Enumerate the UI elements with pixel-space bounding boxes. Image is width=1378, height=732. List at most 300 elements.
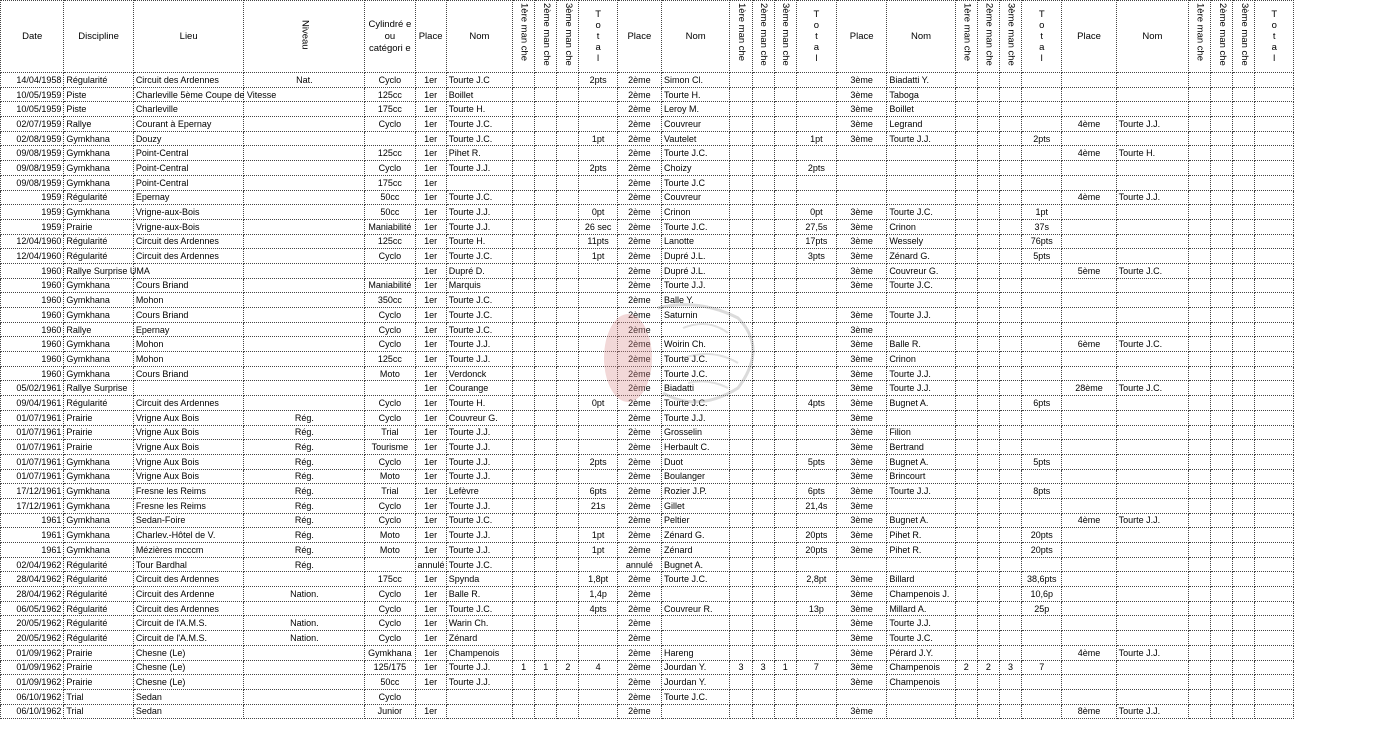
cell-manche3-4[interactable] [1233, 234, 1255, 249]
cell-date[interactable]: 01/09/1962 [1, 660, 64, 675]
cell-discipline[interactable]: Gymkhana [64, 146, 133, 161]
cell-place-4[interactable] [1062, 572, 1116, 587]
cell-nom-3[interactable]: Tourte J.J. [887, 308, 955, 323]
cell-manche1-4[interactable] [1189, 543, 1211, 558]
cell-nom-1[interactable]: Spynda [446, 572, 512, 587]
cell-nom-1[interactable]: Tourte J.J. [446, 425, 512, 440]
cell-nom-3[interactable]: Tourte J.J. [887, 616, 955, 631]
cell-manche2-3[interactable] [977, 263, 999, 278]
cell-place-1[interactable]: 1er [415, 73, 446, 88]
cell-manche3-1[interactable] [557, 278, 579, 293]
cell-manche3-1[interactable] [557, 308, 579, 323]
cell-nom-4[interactable] [1116, 410, 1188, 425]
cell-cylindree[interactable]: Cyclo [365, 454, 415, 469]
cell-manche2-3[interactable] [977, 131, 999, 146]
cell-cylindree[interactable]: 50cc [365, 675, 415, 690]
cell-manche2-1[interactable] [535, 278, 557, 293]
cell-manche1-4[interactable] [1189, 87, 1211, 102]
cell-total-3[interactable] [1022, 337, 1062, 352]
cell-manche1-4[interactable] [1189, 484, 1211, 499]
cell-total-2[interactable]: 27,5s [796, 219, 836, 234]
cell-manche1-4[interactable] [1189, 337, 1211, 352]
cell-manche1-3[interactable] [955, 587, 977, 602]
cell-manche3-1[interactable] [557, 484, 579, 499]
cell-place-4[interactable]: 6ème [1062, 337, 1116, 352]
cell-nom-1[interactable] [446, 704, 512, 719]
cell-niveau[interactable] [244, 381, 365, 396]
cell-place-2[interactable]: 2ème [617, 675, 661, 690]
cell-nom-3[interactable]: Millard A. [887, 601, 955, 616]
cell-total-3[interactable] [1022, 263, 1062, 278]
cell-total-1[interactable] [579, 381, 617, 396]
cell-total-4[interactable] [1255, 205, 1294, 220]
cell-date[interactable]: 1959 [1, 219, 64, 234]
cell-manche1-2[interactable] [730, 601, 752, 616]
cell-place-2[interactable]: 2ème [617, 190, 661, 205]
cell-total-4[interactable] [1255, 425, 1294, 440]
cell-total-3[interactable] [1022, 175, 1062, 190]
cell-place-1[interactable]: 1er [415, 161, 446, 176]
cell-discipline[interactable]: Piste [64, 87, 133, 102]
cell-manche3-2[interactable] [774, 352, 796, 367]
cell-manche3-2[interactable] [774, 190, 796, 205]
cell-date[interactable]: 09/08/1959 [1, 175, 64, 190]
cell-manche1-3[interactable] [955, 410, 977, 425]
cell-discipline[interactable]: Régularité [64, 557, 133, 572]
cell-nom-3[interactable] [887, 498, 955, 513]
cell-nom-1[interactable]: Boillet [446, 87, 512, 102]
cell-total-2[interactable]: 7 [796, 660, 836, 675]
cell-manche2-2[interactable] [752, 322, 774, 337]
cell-manche2-3[interactable] [977, 175, 999, 190]
cell-total-4[interactable] [1255, 263, 1294, 278]
cell-manche2-2[interactable] [752, 73, 774, 88]
cell-manche3-3[interactable] [999, 73, 1021, 88]
cell-nom-2[interactable]: Bugnet A. [661, 557, 729, 572]
cell-place-4[interactable] [1062, 234, 1116, 249]
cell-total-2[interactable] [796, 146, 836, 161]
cell-manche3-2[interactable] [774, 131, 796, 146]
cell-manche1-3[interactable] [955, 513, 977, 528]
cell-total-1[interactable]: 1,8pt [579, 572, 617, 587]
cell-place-3[interactable]: 3ème [837, 366, 887, 381]
cell-manche2-1[interactable] [535, 543, 557, 558]
cell-place-3[interactable]: 3ème [837, 425, 887, 440]
cell-total-4[interactable] [1255, 616, 1294, 631]
cell-manche2-1[interactable] [535, 87, 557, 102]
cell-place-2[interactable]: 2ème [617, 425, 661, 440]
cell-manche3-4[interactable] [1233, 161, 1255, 176]
cell-manche3-2[interactable] [774, 601, 796, 616]
cell-date[interactable]: 09/04/1961 [1, 396, 64, 411]
cell-manche3-1[interactable] [557, 205, 579, 220]
cell-manche3-2[interactable] [774, 234, 796, 249]
cell-manche2-1[interactable] [535, 704, 557, 719]
cell-total-2[interactable]: 20pts [796, 528, 836, 543]
cell-manche1-2[interactable] [730, 498, 752, 513]
cell-nom-1[interactable]: Tourte J.J. [446, 440, 512, 455]
cell-manche3-3[interactable] [999, 293, 1021, 308]
cell-total-4[interactable] [1255, 675, 1294, 690]
cell-lieu[interactable]: Circuit de l'A.M.S. [133, 616, 244, 631]
cell-nom-2[interactable]: Tourte J.C. [661, 219, 729, 234]
cell-manche1-4[interactable] [1189, 557, 1211, 572]
cell-total-4[interactable] [1255, 513, 1294, 528]
cell-nom-4[interactable] [1116, 322, 1188, 337]
cell-place-3[interactable]: 3ème [837, 675, 887, 690]
cell-manche3-1[interactable] [557, 616, 579, 631]
cell-lieu[interactable]: Vrigne Aux Bois [133, 454, 244, 469]
cell-lieu[interactable]: Point-Central [133, 175, 244, 190]
cell-manche1-2[interactable] [730, 572, 752, 587]
cell-niveau[interactable] [244, 117, 365, 132]
cell-manche1-3[interactable] [955, 131, 977, 146]
cell-manche1-4[interactable] [1189, 689, 1211, 704]
cell-manche3-1[interactable] [557, 601, 579, 616]
cell-nom-3[interactable]: Brincourt [887, 469, 955, 484]
cell-manche3-4[interactable] [1233, 175, 1255, 190]
cell-place-2[interactable]: 2ème [617, 249, 661, 264]
cell-discipline[interactable]: Prairie [64, 219, 133, 234]
cell-nom-3[interactable]: Champenois [887, 660, 955, 675]
cell-place-4[interactable] [1062, 528, 1116, 543]
cell-manche2-1[interactable] [535, 601, 557, 616]
cell-lieu[interactable] [133, 381, 244, 396]
cell-manche3-3[interactable] [999, 175, 1021, 190]
cell-total-4[interactable] [1255, 293, 1294, 308]
cell-nom-4[interactable] [1116, 528, 1188, 543]
cell-lieu[interactable]: Vrigne Aux Bois [133, 425, 244, 440]
cell-manche2-4[interactable] [1211, 396, 1233, 411]
cell-manche1-2[interactable] [730, 352, 752, 367]
cell-manche2-4[interactable] [1211, 219, 1233, 234]
cell-manche3-1[interactable] [557, 87, 579, 102]
cell-manche2-3[interactable] [977, 352, 999, 367]
cell-nom-2[interactable]: Jourdan Y. [661, 660, 729, 675]
cell-total-3[interactable]: 5pts [1022, 249, 1062, 264]
cell-manche3-1[interactable] [557, 366, 579, 381]
cell-manche2-1[interactable] [535, 205, 557, 220]
cell-manche3-1[interactable]: 2 [557, 660, 579, 675]
cell-nom-4[interactable] [1116, 631, 1188, 646]
cell-total-3[interactable] [1022, 366, 1062, 381]
cell-nom-4[interactable]: Tourte J.J. [1116, 117, 1188, 132]
cell-manche3-1[interactable] [557, 175, 579, 190]
cell-discipline[interactable]: Prairie [64, 425, 133, 440]
cell-nom-4[interactable] [1116, 278, 1188, 293]
cell-manche1-4[interactable] [1189, 278, 1211, 293]
cell-manche3-1[interactable] [557, 543, 579, 558]
cell-nom-1[interactable]: Tourte J.J. [446, 454, 512, 469]
cell-manche2-4[interactable] [1211, 352, 1233, 367]
cell-manche2-2[interactable]: 3 [752, 660, 774, 675]
cell-niveau[interactable] [244, 234, 365, 249]
cell-manche1-1[interactable] [513, 498, 535, 513]
cell-date[interactable]: 20/05/1962 [1, 631, 64, 646]
cell-manche1-4[interactable] [1189, 631, 1211, 646]
cell-manche3-1[interactable] [557, 263, 579, 278]
cell-manche2-1[interactable] [535, 175, 557, 190]
cell-total-3[interactable]: 2pts [1022, 131, 1062, 146]
cell-manche2-1[interactable] [535, 616, 557, 631]
cell-place-3[interactable]: 3ème [837, 601, 887, 616]
cell-manche2-1[interactable] [535, 513, 557, 528]
cell-cylindree[interactable] [365, 381, 415, 396]
cell-nom-1[interactable]: Tourte J.C. [446, 308, 512, 323]
cell-nom-4[interactable] [1116, 454, 1188, 469]
cell-manche1-1[interactable] [513, 102, 535, 117]
cell-manche2-2[interactable] [752, 337, 774, 352]
cell-nom-3[interactable]: Tourte J.J. [887, 131, 955, 146]
cell-manche2-4[interactable] [1211, 484, 1233, 499]
cell-discipline[interactable]: Rallye [64, 322, 133, 337]
cell-manche2-4[interactable] [1211, 205, 1233, 220]
cell-manche3-1[interactable] [557, 219, 579, 234]
cell-cylindree[interactable]: Junior [365, 704, 415, 719]
cell-total-1[interactable] [579, 410, 617, 425]
cell-manche1-2[interactable] [730, 704, 752, 719]
cell-manche2-4[interactable] [1211, 543, 1233, 558]
cell-manche3-2[interactable] [774, 263, 796, 278]
cell-manche2-3[interactable] [977, 704, 999, 719]
cell-place-4[interactable]: 5ème [1062, 263, 1116, 278]
cell-total-1[interactable] [579, 175, 617, 190]
cell-total-3[interactable]: 6pts [1022, 396, 1062, 411]
cell-place-1[interactable]: 1er [415, 190, 446, 205]
cell-manche1-1[interactable] [513, 322, 535, 337]
cell-manche2-3[interactable] [977, 631, 999, 646]
cell-place-4[interactable] [1062, 278, 1116, 293]
cell-manche2-3[interactable] [977, 601, 999, 616]
cell-nom-3[interactable] [887, 322, 955, 337]
cell-manche3-2[interactable] [774, 87, 796, 102]
cell-place-4[interactable] [1062, 73, 1116, 88]
cell-total-3[interactable]: 5pts [1022, 454, 1062, 469]
cell-manche1-4[interactable] [1189, 528, 1211, 543]
cell-manche1-2[interactable] [730, 645, 752, 660]
cell-nom-1[interactable]: Tourte J.C. [446, 513, 512, 528]
cell-date[interactable]: 02/04/1962 [1, 557, 64, 572]
cell-nom-3[interactable]: Couvreur G. [887, 263, 955, 278]
cell-discipline[interactable]: Prairie [64, 410, 133, 425]
cell-manche1-2[interactable] [730, 469, 752, 484]
cell-lieu[interactable]: Chesne (Le) [133, 645, 244, 660]
cell-manche3-3[interactable] [999, 454, 1021, 469]
cell-date[interactable]: 1960 [1, 278, 64, 293]
cell-manche2-3[interactable] [977, 645, 999, 660]
cell-manche3-4[interactable] [1233, 117, 1255, 132]
cell-manche3-4[interactable] [1233, 263, 1255, 278]
cell-nom-2[interactable]: Gillet [661, 498, 729, 513]
cell-manche3-1[interactable] [557, 73, 579, 88]
cell-manche1-2[interactable] [730, 396, 752, 411]
cell-nom-4[interactable] [1116, 440, 1188, 455]
cell-manche1-2[interactable] [730, 425, 752, 440]
cell-manche3-2[interactable] [774, 146, 796, 161]
cell-nom-3[interactable]: Billard [887, 572, 955, 587]
cell-place-1[interactable]: 1er [415, 513, 446, 528]
cell-manche1-3[interactable] [955, 352, 977, 367]
cell-manche1-4[interactable] [1189, 117, 1211, 132]
cell-lieu[interactable]: Point-Central [133, 161, 244, 176]
cell-manche3-4[interactable] [1233, 689, 1255, 704]
cell-total-1[interactable] [579, 425, 617, 440]
cell-total-4[interactable] [1255, 161, 1294, 176]
cell-lieu[interactable]: Sedan-Foire [133, 513, 244, 528]
cell-total-1[interactable]: 1,4p [579, 587, 617, 602]
cell-manche3-4[interactable] [1233, 322, 1255, 337]
cell-discipline[interactable]: Rallye Surprise [64, 381, 133, 396]
cell-manche1-2[interactable] [730, 513, 752, 528]
cell-total-2[interactable] [796, 263, 836, 278]
cell-manche1-3[interactable] [955, 278, 977, 293]
cell-manche2-2[interactable] [752, 161, 774, 176]
cell-total-2[interactable] [796, 102, 836, 117]
cell-cylindree[interactable]: Cyclo [365, 498, 415, 513]
cell-manche3-3[interactable] [999, 308, 1021, 323]
cell-manche1-4[interactable] [1189, 410, 1211, 425]
cell-place-2[interactable]: 2ème [617, 175, 661, 190]
cell-cylindree[interactable]: 50cc [365, 190, 415, 205]
cell-niveau[interactable] [244, 308, 365, 323]
cell-discipline[interactable]: Régularité [64, 249, 133, 264]
cell-manche2-4[interactable] [1211, 440, 1233, 455]
cell-lieu[interactable]: Circuit des Ardennes [133, 572, 244, 587]
cell-nom-1[interactable]: Champenois [446, 645, 512, 660]
cell-niveau[interactable] [244, 352, 365, 367]
cell-manche2-1[interactable] [535, 454, 557, 469]
cell-manche2-2[interactable] [752, 293, 774, 308]
cell-manche1-3[interactable] [955, 645, 977, 660]
cell-cylindree[interactable]: Cyclo [365, 337, 415, 352]
cell-manche3-4[interactable] [1233, 528, 1255, 543]
cell-nom-1[interactable]: Tourte J.J. [446, 528, 512, 543]
cell-place-4[interactable] [1062, 249, 1116, 264]
cell-manche3-4[interactable] [1233, 498, 1255, 513]
cell-nom-3[interactable]: Filion [887, 425, 955, 440]
cell-manche1-1[interactable] [513, 249, 535, 264]
cell-manche2-4[interactable] [1211, 601, 1233, 616]
cell-manche3-4[interactable] [1233, 469, 1255, 484]
cell-date[interactable]: 12/04/1960 [1, 249, 64, 264]
cell-date[interactable]: 01/07/1961 [1, 410, 64, 425]
cell-manche3-3[interactable] [999, 117, 1021, 132]
cell-place-2[interactable]: 2ème [617, 631, 661, 646]
cell-total-4[interactable] [1255, 396, 1294, 411]
cell-niveau[interactable] [244, 161, 365, 176]
cell-manche2-1[interactable] [535, 587, 557, 602]
cell-nom-2[interactable]: Duot [661, 454, 729, 469]
cell-manche2-2[interactable] [752, 631, 774, 646]
cell-manche3-1[interactable] [557, 352, 579, 367]
cell-manche2-2[interactable] [752, 131, 774, 146]
cell-nom-4[interactable] [1116, 616, 1188, 631]
cell-manche1-4[interactable] [1189, 293, 1211, 308]
cell-place-3[interactable]: 3ème [837, 337, 887, 352]
cell-manche3-3[interactable] [999, 322, 1021, 337]
cell-manche2-4[interactable] [1211, 278, 1233, 293]
cell-nom-4[interactable] [1116, 175, 1188, 190]
cell-total-2[interactable] [796, 73, 836, 88]
cell-nom-2[interactable]: Hareng [661, 645, 729, 660]
cell-manche1-4[interactable] [1189, 425, 1211, 440]
cell-nom-1[interactable]: Tourte J.J. [446, 161, 512, 176]
cell-manche2-2[interactable] [752, 557, 774, 572]
cell-manche1-3[interactable] [955, 366, 977, 381]
cell-manche3-1[interactable] [557, 234, 579, 249]
cell-place-1[interactable]: 1er [415, 675, 446, 690]
cell-total-1[interactable] [579, 87, 617, 102]
cell-nom-1[interactable]: Tourte J.C. [446, 322, 512, 337]
cell-place-4[interactable] [1062, 616, 1116, 631]
cell-manche1-1[interactable] [513, 278, 535, 293]
cell-manche3-3[interactable] [999, 205, 1021, 220]
cell-place-3[interactable]: 3ème [837, 469, 887, 484]
cell-total-2[interactable] [796, 704, 836, 719]
cell-manche1-4[interactable] [1189, 660, 1211, 675]
cell-total-3[interactable] [1022, 513, 1062, 528]
cell-manche2-1[interactable] [535, 117, 557, 132]
cell-total-2[interactable] [796, 366, 836, 381]
cell-nom-4[interactable]: Tourte J.C. [1116, 337, 1188, 352]
cell-manche3-3[interactable] [999, 146, 1021, 161]
cell-manche3-1[interactable] [557, 587, 579, 602]
cell-manche1-2[interactable] [730, 102, 752, 117]
cell-nom-4[interactable] [1116, 675, 1188, 690]
cell-discipline[interactable]: Piste [64, 102, 133, 117]
cell-manche1-2[interactable] [730, 337, 752, 352]
cell-place-2[interactable]: 2ème [617, 205, 661, 220]
cell-discipline[interactable]: Gymkhana [64, 366, 133, 381]
cell-manche1-4[interactable] [1189, 308, 1211, 323]
cell-manche2-1[interactable] [535, 219, 557, 234]
cell-niveau[interactable] [244, 337, 365, 352]
cell-manche3-4[interactable] [1233, 278, 1255, 293]
cell-manche2-4[interactable] [1211, 337, 1233, 352]
cell-manche2-2[interactable] [752, 219, 774, 234]
cell-place-1[interactable]: 1er [415, 425, 446, 440]
cell-manche3-1[interactable] [557, 631, 579, 646]
cell-place-3[interactable] [837, 689, 887, 704]
cell-manche2-4[interactable] [1211, 293, 1233, 308]
cell-niveau[interactable]: Rég. [244, 440, 365, 455]
cell-total-2[interactable] [796, 645, 836, 660]
cell-manche3-2[interactable] [774, 102, 796, 117]
cell-manche1-4[interactable] [1189, 601, 1211, 616]
cell-nom-4[interactable] [1116, 249, 1188, 264]
cell-manche2-2[interactable] [752, 616, 774, 631]
cell-total-2[interactable] [796, 352, 836, 367]
cell-manche2-1[interactable] [535, 366, 557, 381]
cell-total-2[interactable]: 6pts [796, 484, 836, 499]
cell-nom-1[interactable]: Tourte J.C [446, 73, 512, 88]
cell-place-3[interactable]: 3ème [837, 587, 887, 602]
cell-discipline[interactable]: Prairie [64, 440, 133, 455]
cell-nom-2[interactable]: Tourte J.J. [661, 278, 729, 293]
cell-nom-4[interactable] [1116, 587, 1188, 602]
cell-niveau[interactable] [244, 146, 365, 161]
cell-lieu[interactable]: Charleville 5ème Coupe de Vitesse [133, 87, 244, 102]
cell-manche3-3[interactable] [999, 131, 1021, 146]
cell-manche3-2[interactable] [774, 675, 796, 690]
cell-manche2-3[interactable] [977, 366, 999, 381]
cell-place-4[interactable] [1062, 308, 1116, 323]
cell-total-1[interactable] [579, 190, 617, 205]
cell-niveau[interactable]: Nation. [244, 587, 365, 602]
cell-nom-4[interactable] [1116, 87, 1188, 102]
cell-total-2[interactable]: 4pts [796, 396, 836, 411]
cell-discipline[interactable]: Régularité [64, 572, 133, 587]
